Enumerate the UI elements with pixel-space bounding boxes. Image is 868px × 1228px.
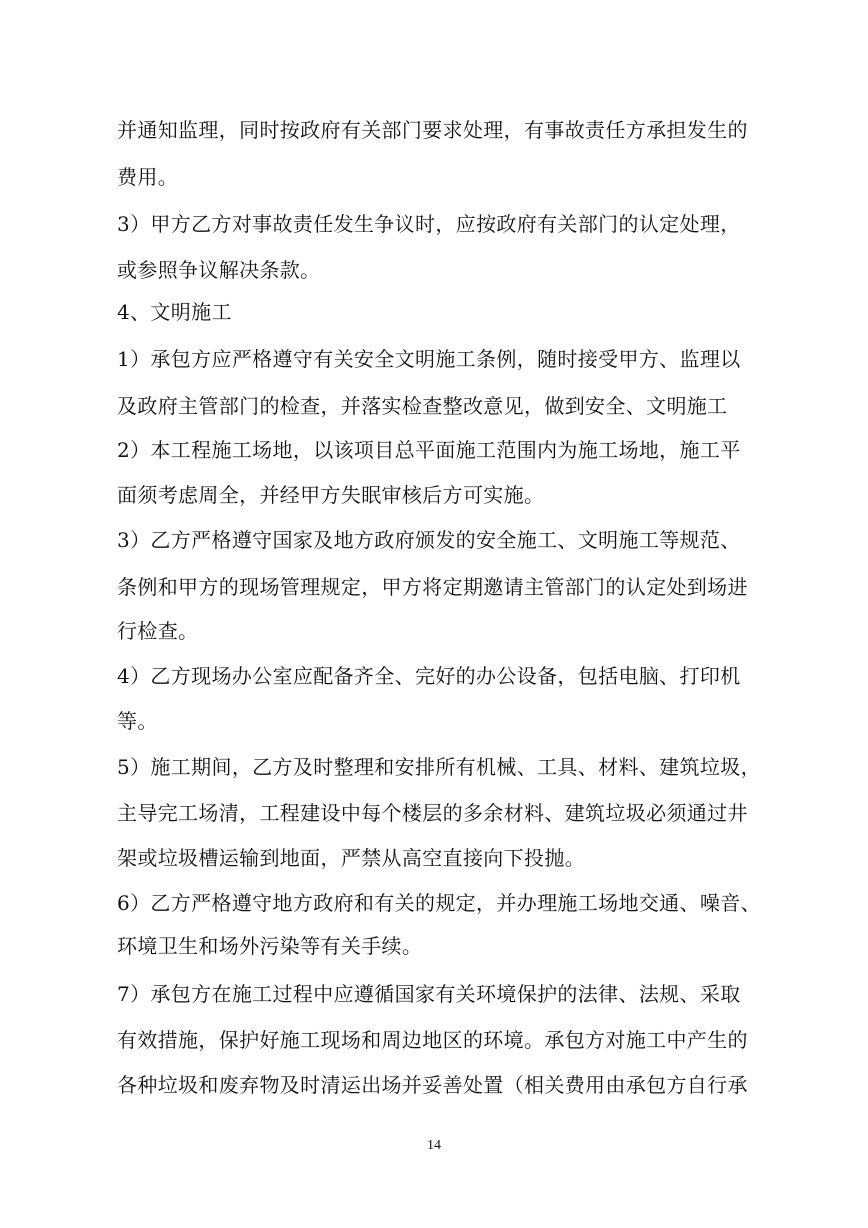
paragraph-line: 并通知监理，同时按政府有关部门要求处理，有事故责任方承担发生的 — [117, 118, 748, 142]
paragraph-line: 1）承包方应严格遵守有关安全文明施工条例，随时接受甲方、监理以 — [117, 347, 741, 371]
paragraph-line: 各种垃圾和废弃物及时清运出场并妥善处置（相关费用由承包方自行承 — [117, 1073, 748, 1097]
paragraph-line: 等。 — [117, 709, 158, 733]
paragraph-line: 行检查。 — [117, 619, 199, 643]
paragraph-line: 主导完工场清，工程建设中每个楼层的多余材料、建筑垃圾必须通过井 — [117, 801, 748, 825]
paragraph-line: 架或垃圾槽运输到地面，严禁从高空直接向下投抛。 — [117, 846, 586, 870]
paragraph-line: 面须考虑周全，并经甲方失眠审核后方可实施。 — [117, 483, 545, 507]
paragraph-line: 6）乙方严格遵守地方政府和有关的规定，并办理施工场地交通、噪音、 — [117, 891, 761, 915]
paragraph-line: 条例和甲方的现场管理规定，甲方将定期邀请主管部门的认定处到场进 — [117, 575, 748, 599]
section-heading: 4、文明施工 — [117, 300, 232, 324]
paragraph-line: 或参照争议解决条款。 — [117, 258, 321, 282]
paragraph-line: 费用。 — [117, 165, 179, 189]
page-number: 14 — [427, 1138, 441, 1153]
paragraph-line: 4）乙方现场办公室应配备齐全、完好的办公设备，包括电脑、打印机 — [117, 664, 741, 688]
paragraph-line: 2）本工程施工场地，以该项目总平面施工范围内为施工场地，施工平 — [117, 438, 741, 462]
paragraph-line: 环境卫生和场外污染等有关手续。 — [117, 934, 423, 958]
paragraph-line: 7）承包方在施工过程中应遵循国家有关环境保护的法律、法规、采取 — [117, 982, 741, 1006]
paragraph-line: 3）乙方严格遵守国家及地方政府颁发的安全施工、文明施工等规范、 — [117, 528, 741, 552]
paragraph-line: 有效措施，保护好施工现场和周边地区的环境。承包方对施工中产生的 — [117, 1028, 748, 1052]
paragraph-line: 5）施工期间，乙方及时整理和安排所有机械、工具、材料、建筑垃圾， — [117, 755, 761, 779]
paragraph-line: 及政府主管部门的检查，并落实检查整改意见，做到安全、文明施工 — [117, 394, 728, 418]
paragraph-line: 3）甲方乙方对事故责任发生争议时，应按政府有关部门的认定处理， — [117, 212, 741, 236]
